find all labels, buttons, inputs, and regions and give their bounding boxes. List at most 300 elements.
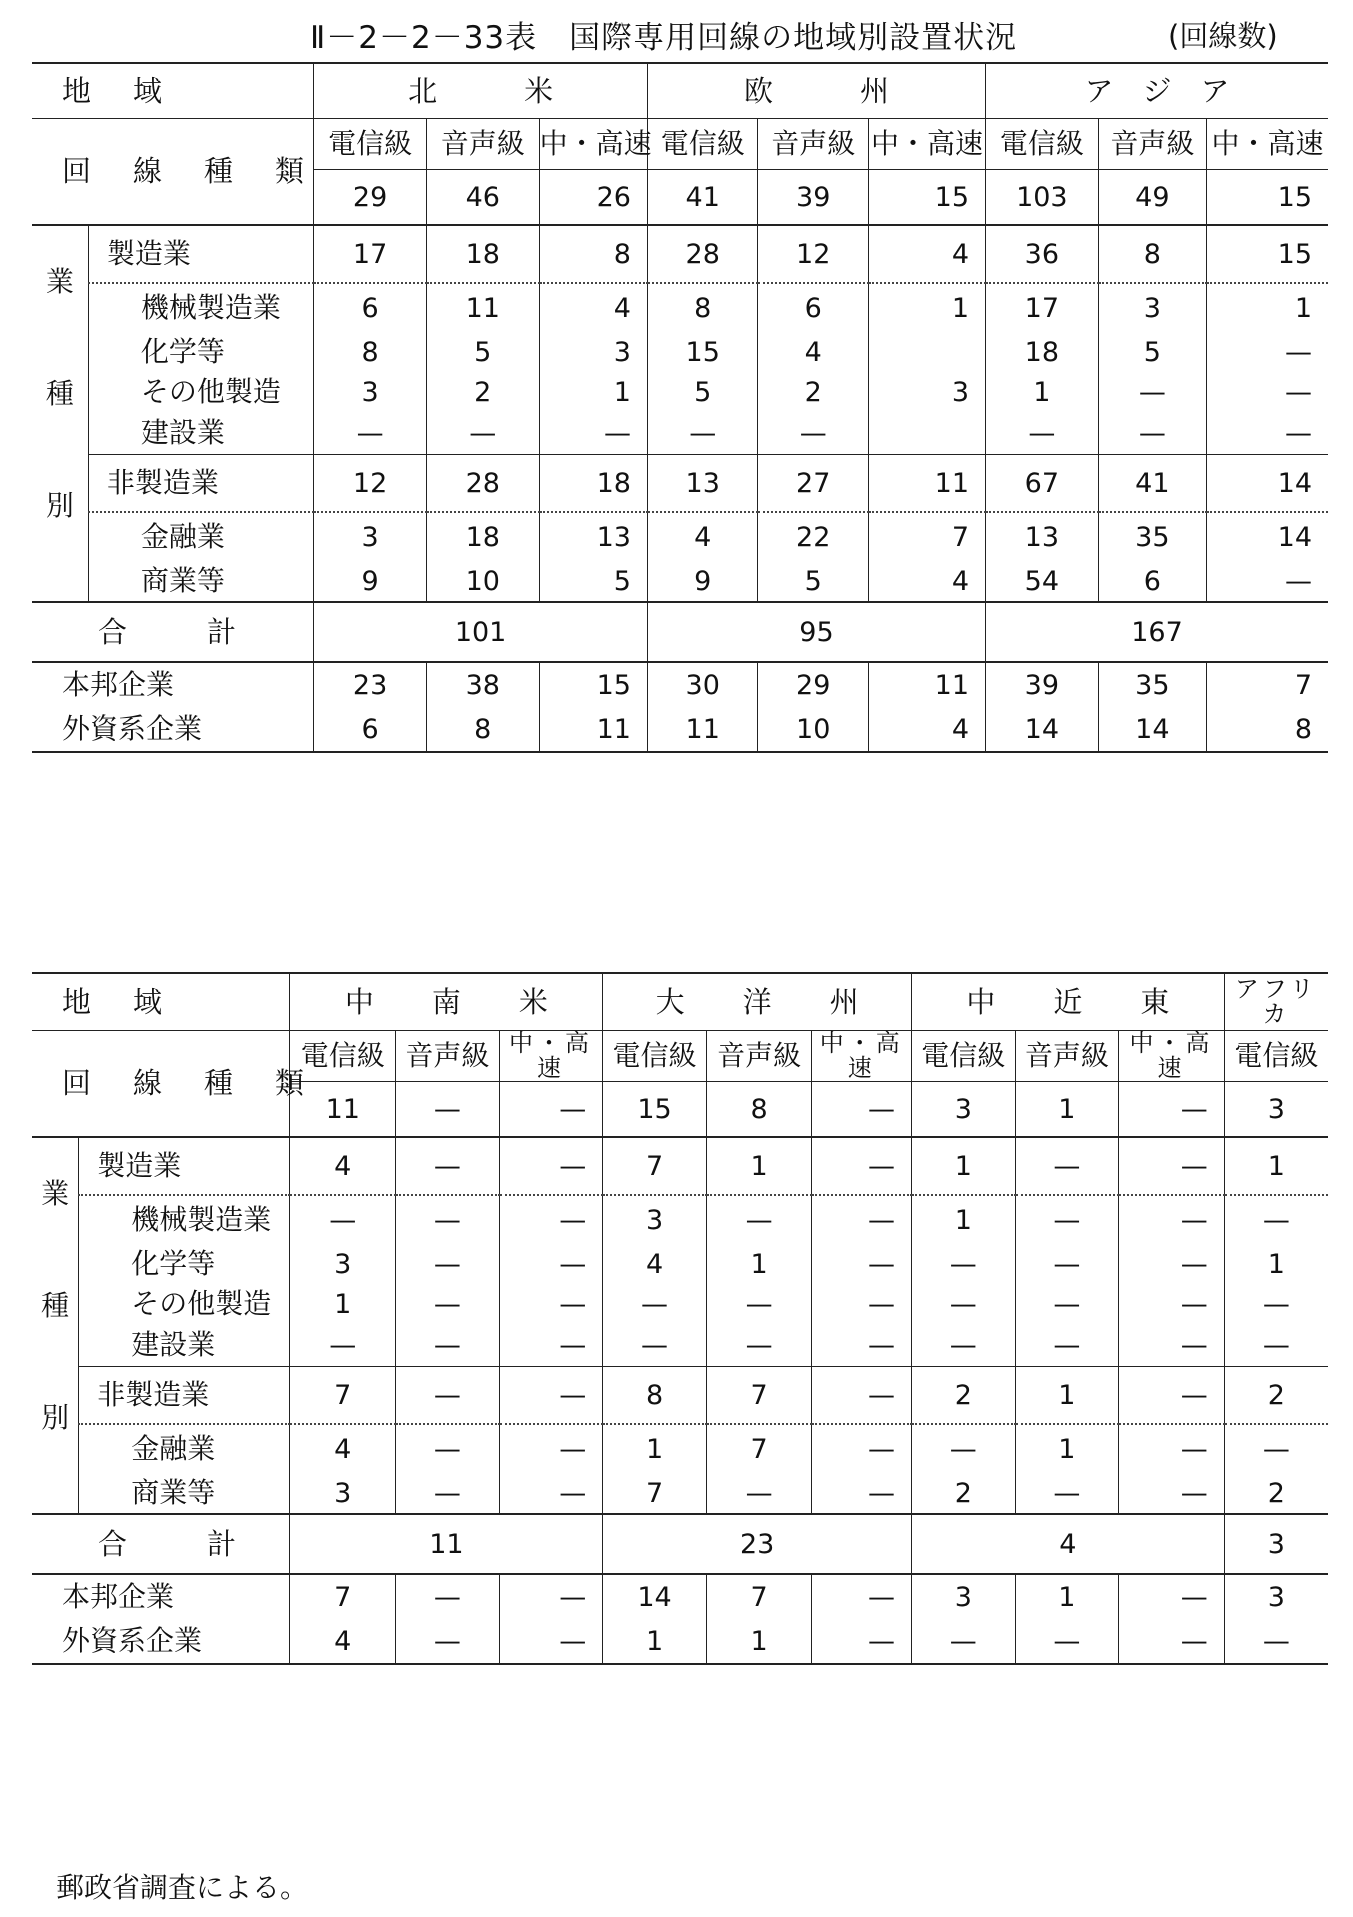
chemical-cell: 5: [1098, 332, 1206, 372]
total-row: [32, 602, 1328, 662]
line-type-label: 回線種類: [32, 1031, 290, 1138]
finance-cell: 13: [986, 512, 1099, 561]
total-3: 3: [1224, 1514, 1328, 1574]
total-1: 23: [603, 1514, 912, 1574]
label-manufacturing: 製造業: [79, 1137, 290, 1195]
non_manufacturing-cell: 27: [758, 455, 869, 513]
non_manufacturing-cell: 13: [647, 455, 758, 513]
non_manufacturing-cell: 2: [912, 1367, 1016, 1425]
side-char-2: 別: [45, 489, 74, 522]
manufacturing-cell: 4: [290, 1137, 396, 1195]
commerce-cell: 3: [290, 1473, 396, 1514]
non_manufacturing-cell: 12: [314, 455, 427, 513]
domestic-label: 本邦企業: [32, 662, 314, 707]
manufacturing-cell: —: [812, 1137, 912, 1195]
finance-cell: 7: [868, 512, 985, 561]
count-cell: 29: [314, 170, 427, 226]
type-6: 電信級: [912, 1031, 1016, 1082]
label-machinery: 機械製造業: [88, 283, 313, 332]
chemical-cell: —: [912, 1244, 1016, 1284]
commerce-cell: —: [499, 1473, 603, 1514]
finance-cell: —: [912, 1424, 1016, 1473]
manufacturing-cell: 17: [314, 225, 427, 283]
machinery-cell: —: [1224, 1195, 1328, 1244]
footnote: 郵政省調査による。: [56, 1871, 309, 1904]
count-cell: —: [499, 1082, 603, 1138]
count-cell: 11: [290, 1082, 396, 1138]
manufacturing-cell: —: [1119, 1137, 1225, 1195]
domestic-cell: 30: [647, 662, 758, 707]
foreign-cell: 4: [868, 707, 985, 752]
label-commerce: 商業等: [140, 564, 225, 597]
non_manufacturing-cell: 28: [426, 455, 539, 513]
manufacturing-cell: 36: [986, 225, 1099, 283]
manufacturing-cell: 4: [868, 225, 985, 283]
count-cell: 1: [1015, 1082, 1119, 1138]
side-char-1: 種: [41, 1289, 70, 1323]
commerce-cell: 5: [539, 561, 647, 602]
finance-cell: —: [812, 1424, 912, 1473]
type-8: 中・高速: [1207, 119, 1328, 170]
machinery-cell: 3: [1098, 283, 1206, 332]
machinery-cell: 1: [868, 283, 985, 332]
machinery-cell: —: [290, 1195, 396, 1244]
count-cell: 41: [647, 170, 758, 226]
chemical-cell: 3: [290, 1244, 396, 1284]
construction-cell: —: [1098, 412, 1206, 455]
foreign-cell: 4: [290, 1619, 396, 1664]
commerce-cell: 9: [647, 561, 758, 602]
type-3: 電信級: [603, 1031, 707, 1082]
foreign-cell: —: [1119, 1619, 1225, 1664]
foreign-cell: 11: [539, 707, 647, 752]
other_mfg-cell: —: [1119, 1284, 1225, 1324]
foreign-cell: —: [812, 1619, 912, 1664]
finance-cell: 22: [758, 512, 869, 561]
domestic-cell: 3: [912, 1574, 1016, 1619]
machinery-cell: —: [1015, 1195, 1119, 1244]
chemical-cell: 15: [647, 332, 758, 372]
other_mfg-cell: —: [1207, 372, 1328, 412]
manufacturing-cell: —: [396, 1137, 500, 1195]
domestic-cell: 35: [1098, 662, 1206, 707]
foreign-cell: 10: [758, 707, 869, 752]
other_mfg-cell: 1: [986, 372, 1099, 412]
manufacturing-cell: 8: [1098, 225, 1206, 283]
count-cell: —: [396, 1082, 500, 1138]
domestic-cell: 7: [706, 1574, 812, 1619]
construction-cell: —: [314, 412, 427, 455]
construction-cell: —: [1207, 412, 1328, 455]
machinery-cell: —: [706, 1195, 812, 1244]
other_mfg-cell: 3: [868, 372, 985, 412]
label-non_manufacturing: 非製造業: [88, 455, 313, 513]
domestic-cell: 7: [290, 1574, 396, 1619]
domestic-cell: 39: [986, 662, 1099, 707]
construction-cell: —: [396, 1324, 500, 1367]
machinery-cell: 17: [986, 283, 1099, 332]
chemical-cell: 4: [603, 1244, 707, 1284]
other_mfg-cell: —: [706, 1284, 812, 1324]
foreign-label: 外資系企業: [32, 707, 314, 752]
non_manufacturing-cell: 1: [1015, 1367, 1119, 1425]
domestic-cell: —: [396, 1574, 500, 1619]
industry-side-label: [32, 225, 88, 602]
chemical-cell: 3: [539, 332, 647, 372]
finance-cell: 35: [1098, 512, 1206, 561]
side-char-2: 別: [41, 1401, 70, 1435]
machinery-cell: 6: [314, 283, 427, 332]
construction-cell: —: [986, 412, 1099, 455]
chemical-cell: —: [1119, 1244, 1225, 1284]
side-char-0: 業: [41, 1177, 70, 1211]
foreign-label: 外資系企業: [32, 1619, 290, 1664]
type-2: 中・高速: [499, 1031, 603, 1082]
manufacturing-cell: 7: [603, 1137, 707, 1195]
row-construction: [32, 412, 1328, 455]
non_manufacturing-cell: —: [812, 1367, 912, 1425]
row-finance: [32, 1424, 1328, 1473]
finance-cell: —: [499, 1424, 603, 1473]
row-chemical: [32, 332, 1328, 372]
construction-cell: —: [603, 1324, 707, 1367]
finance-cell: 13: [539, 512, 647, 561]
label-machinery: 機械製造業: [79, 1195, 290, 1244]
table-1: [32, 62, 1328, 753]
other_mfg-cell: 1: [290, 1284, 396, 1324]
count-cell: 3: [912, 1082, 1016, 1138]
foreign-cell: 14: [1098, 707, 1206, 752]
commerce-cell: 2: [912, 1473, 1016, 1514]
construction-cell: [868, 412, 985, 455]
other_mfg-cell: —: [912, 1284, 1016, 1324]
commerce-cell: 2: [1224, 1473, 1328, 1514]
finance-cell: —: [396, 1424, 500, 1473]
other_mfg-cell: —: [499, 1284, 603, 1324]
count-cell: —: [1119, 1082, 1225, 1138]
non_manufacturing-cell: 14: [1207, 455, 1328, 513]
domestic-row: [32, 662, 1328, 707]
row-other_mfg: [32, 372, 1328, 412]
chemical-cell: 4: [758, 332, 869, 372]
domestic-cell: —: [812, 1574, 912, 1619]
count-cell: 39: [758, 170, 869, 226]
finance-cell: 1: [1015, 1424, 1119, 1473]
domestic-row: [32, 1574, 1328, 1619]
count-cell: 15: [603, 1082, 707, 1138]
construction-cell: —: [1015, 1324, 1119, 1367]
type-6: 電信級: [986, 119, 1099, 170]
foreign-cell: 11: [647, 707, 758, 752]
foreign-cell: —: [1224, 1619, 1328, 1664]
foreign-cell: 8: [1207, 707, 1328, 752]
non_manufacturing-cell: 18: [539, 455, 647, 513]
non_manufacturing-cell: —: [396, 1367, 500, 1425]
type-0: 電信級: [290, 1031, 396, 1082]
chemical-cell: —: [812, 1244, 912, 1284]
manufacturing-cell: 15: [1207, 225, 1328, 283]
label-non_manufacturing: 非製造業: [79, 1367, 290, 1425]
foreign-cell: —: [1015, 1619, 1119, 1664]
commerce-cell: —: [1119, 1473, 1225, 1514]
row-non_manufacturing: [32, 1367, 1328, 1425]
non_manufacturing-cell: 41: [1098, 455, 1206, 513]
construction-cell: —: [1224, 1324, 1328, 1367]
domestic-cell: 14: [603, 1574, 707, 1619]
row-construction: [32, 1324, 1328, 1367]
type-4: 音声級: [706, 1031, 812, 1082]
label-manufacturing: 製造業: [88, 225, 313, 283]
total-label: 合計: [32, 602, 314, 662]
region-1: 大 洋 州: [603, 973, 912, 1031]
domestic-cell: —: [1119, 1574, 1225, 1619]
row-chemical: [32, 1244, 1328, 1284]
row-machinery: [32, 1195, 1328, 1244]
count-cell: 103: [986, 170, 1099, 226]
type-5: 中・高速: [812, 1031, 912, 1082]
chemical-cell: 5: [426, 332, 539, 372]
construction-cell: —: [706, 1324, 812, 1367]
construction-cell: —: [499, 1324, 603, 1367]
chemical-cell: 18: [986, 332, 1099, 372]
type-2: 中・高速: [539, 119, 647, 170]
domestic-cell: 11: [868, 662, 985, 707]
foreign-row: [32, 1619, 1328, 1664]
machinery-cell: 11: [426, 283, 539, 332]
side-char-0: 業: [45, 265, 74, 298]
finance-cell: —: [1119, 1424, 1225, 1473]
type-7: 音声級: [1098, 119, 1206, 170]
chemical-cell: [868, 332, 985, 372]
label-other_mfg: その他製造: [140, 375, 281, 408]
foreign-cell: —: [396, 1619, 500, 1664]
region-header-row: [32, 973, 1328, 1031]
row-non_manufacturing: [32, 455, 1328, 513]
machinery-cell: 4: [539, 283, 647, 332]
count-cell: 49: [1098, 170, 1206, 226]
count-cell: —: [812, 1082, 912, 1138]
other_mfg-cell: 2: [426, 372, 539, 412]
commerce-cell: 6: [1098, 561, 1206, 602]
construction-cell: —: [758, 412, 869, 455]
machinery-cell: —: [1119, 1195, 1225, 1244]
domestic-cell: 1: [1015, 1574, 1119, 1619]
commerce-cell: 9: [314, 561, 427, 602]
region-0: 北 米: [314, 63, 648, 119]
other_mfg-cell: 5: [647, 372, 758, 412]
chemical-cell: —: [396, 1244, 500, 1284]
finance-cell: 18: [426, 512, 539, 561]
non_manufacturing-cell: 8: [603, 1367, 707, 1425]
machinery-cell: —: [499, 1195, 603, 1244]
total-2: 167: [986, 602, 1329, 662]
chemical-cell: —: [1015, 1244, 1119, 1284]
other_mfg-cell: —: [396, 1284, 500, 1324]
finance-cell: 1: [603, 1424, 707, 1473]
label-commerce: 商業等: [131, 1476, 216, 1510]
non_manufacturing-cell: 2: [1224, 1367, 1328, 1425]
domestic-label: 本邦企業: [32, 1574, 290, 1619]
domestic-cell: —: [499, 1574, 603, 1619]
label-other_mfg: その他製造: [131, 1287, 272, 1321]
commerce-cell: —: [1207, 561, 1328, 602]
type-9: 電信級: [1224, 1031, 1328, 1082]
table-title: Ⅱ－2－2－33表 国際専用回線の地域別設置状況: [310, 20, 1018, 56]
foreign-cell: 6: [314, 707, 427, 752]
commerce-cell: —: [706, 1473, 812, 1514]
row-commerce: [32, 561, 1328, 602]
commerce-cell: 54: [986, 561, 1099, 602]
other_mfg-cell: 1: [539, 372, 647, 412]
table-2: [32, 972, 1328, 1665]
manufacturing-cell: 1: [912, 1137, 1016, 1195]
domestic-cell: 7: [1207, 662, 1328, 707]
manufacturing-cell: 28: [647, 225, 758, 283]
commerce-cell: —: [396, 1473, 500, 1514]
commerce-cell: 4: [868, 561, 985, 602]
label-finance: 金融業: [88, 512, 313, 561]
row-machinery: [32, 283, 1328, 332]
chemical-cell: 1: [706, 1244, 812, 1284]
domestic-cell: 29: [758, 662, 869, 707]
commerce-cell: —: [1015, 1473, 1119, 1514]
machinery-cell: —: [396, 1195, 500, 1244]
domestic-cell: 38: [426, 662, 539, 707]
manufacturing-cell: —: [499, 1137, 603, 1195]
construction-cell: —: [912, 1324, 1016, 1367]
type-1: 音声級: [426, 119, 539, 170]
non_manufacturing-cell: 67: [986, 455, 1099, 513]
construction-cell: —: [647, 412, 758, 455]
count-cell: 46: [426, 170, 539, 226]
machinery-cell: 1: [912, 1195, 1016, 1244]
label-chemical: 化学等: [140, 335, 225, 368]
foreign-cell: 1: [603, 1619, 707, 1664]
type-3: 電信級: [647, 119, 758, 170]
type-4: 音声級: [758, 119, 869, 170]
non_manufacturing-cell: —: [499, 1367, 603, 1425]
total-label: 合計: [32, 1514, 290, 1574]
row-manufacturing: [32, 1137, 1328, 1195]
total-0: 11: [290, 1514, 603, 1574]
label-construction: 建設業: [140, 416, 225, 449]
chemical-cell: 8: [314, 332, 427, 372]
label-finance: 金融業: [79, 1424, 290, 1473]
manufacturing-cell: 1: [706, 1137, 812, 1195]
side-char-1: 種: [45, 377, 74, 410]
unit-label: (回線数): [1168, 19, 1278, 53]
row-commerce: [32, 1473, 1328, 1514]
foreign-cell: 1: [706, 1619, 812, 1664]
commerce-cell: 7: [603, 1473, 707, 1514]
region-2: 中 近 東: [912, 973, 1225, 1031]
commerce-cell: 10: [426, 561, 539, 602]
chemical-cell: 1: [1224, 1244, 1328, 1284]
type-1: 音声級: [396, 1031, 500, 1082]
foreign-cell: 8: [426, 707, 539, 752]
title-bar: [0, 8, 1353, 56]
type-7: 音声級: [1015, 1031, 1119, 1082]
manufacturing-cell: —: [1015, 1137, 1119, 1195]
manufacturing-cell: 8: [539, 225, 647, 283]
foreign-cell: —: [499, 1619, 603, 1664]
foreign-row: [32, 707, 1328, 752]
region-header-row: [32, 63, 1328, 119]
total-1: 95: [647, 602, 985, 662]
total-0: 101: [314, 602, 648, 662]
commerce-cell: —: [812, 1473, 912, 1514]
commerce-cell: 5: [758, 561, 869, 602]
region-3: アフリカ: [1224, 973, 1328, 1031]
non_manufacturing-cell: —: [1119, 1367, 1225, 1425]
region-1: 欧 州: [647, 63, 985, 119]
other_mfg-cell: 3: [314, 372, 427, 412]
type-header-row: [32, 1031, 1328, 1082]
total-row: [32, 1514, 1328, 1574]
count-cell: 15: [868, 170, 985, 226]
row-manufacturing: [32, 225, 1328, 283]
type-0: 電信級: [314, 119, 427, 170]
other_mfg-cell: —: [1015, 1284, 1119, 1324]
other_mfg-cell: —: [1098, 372, 1206, 412]
region-2: ア ジ ア: [986, 63, 1329, 119]
type-header-row: [32, 119, 1328, 170]
non_manufacturing-cell: 7: [290, 1367, 396, 1425]
domestic-cell: 23: [314, 662, 427, 707]
construction-cell: —: [290, 1324, 396, 1367]
machinery-cell: 6: [758, 283, 869, 332]
count-cell: 3: [1224, 1082, 1328, 1138]
finance-cell: 3: [314, 512, 427, 561]
manufacturing-cell: 18: [426, 225, 539, 283]
non_manufacturing-cell: 7: [706, 1367, 812, 1425]
label-chemical: 化学等: [131, 1247, 216, 1281]
construction-cell: —: [426, 412, 539, 455]
chemical-cell: —: [1207, 332, 1328, 372]
other_mfg-cell: 2: [758, 372, 869, 412]
machinery-cell: 8: [647, 283, 758, 332]
machinery-cell: 3: [603, 1195, 707, 1244]
finance-cell: 7: [706, 1424, 812, 1473]
manufacturing-cell: 1: [1224, 1137, 1328, 1195]
finance-cell: 14: [1207, 512, 1328, 561]
region-0: 中 南 米: [290, 973, 603, 1031]
region-label: 地域: [32, 63, 314, 119]
row-finance: [32, 512, 1328, 561]
region-label: 地域: [32, 973, 290, 1031]
construction-cell: —: [812, 1324, 912, 1367]
count-cell: 26: [539, 170, 647, 226]
foreign-cell: —: [912, 1619, 1016, 1664]
domestic-cell: 15: [539, 662, 647, 707]
finance-cell: 4: [647, 512, 758, 561]
type-5: 中・高速: [868, 119, 985, 170]
total-2: 4: [912, 1514, 1225, 1574]
other_mfg-cell: —: [1224, 1284, 1328, 1324]
industry-side-label: [32, 1137, 79, 1514]
finance-cell: —: [1224, 1424, 1328, 1473]
chemical-cell: —: [499, 1244, 603, 1284]
foreign-cell: 14: [986, 707, 1099, 752]
other_mfg-cell: —: [603, 1284, 707, 1324]
manufacturing-cell: 12: [758, 225, 869, 283]
construction-cell: —: [1119, 1324, 1225, 1367]
row-other_mfg: [32, 1284, 1328, 1324]
other_mfg-cell: —: [812, 1284, 912, 1324]
machinery-cell: —: [812, 1195, 912, 1244]
count-cell: 15: [1207, 170, 1328, 226]
construction-cell: —: [539, 412, 647, 455]
